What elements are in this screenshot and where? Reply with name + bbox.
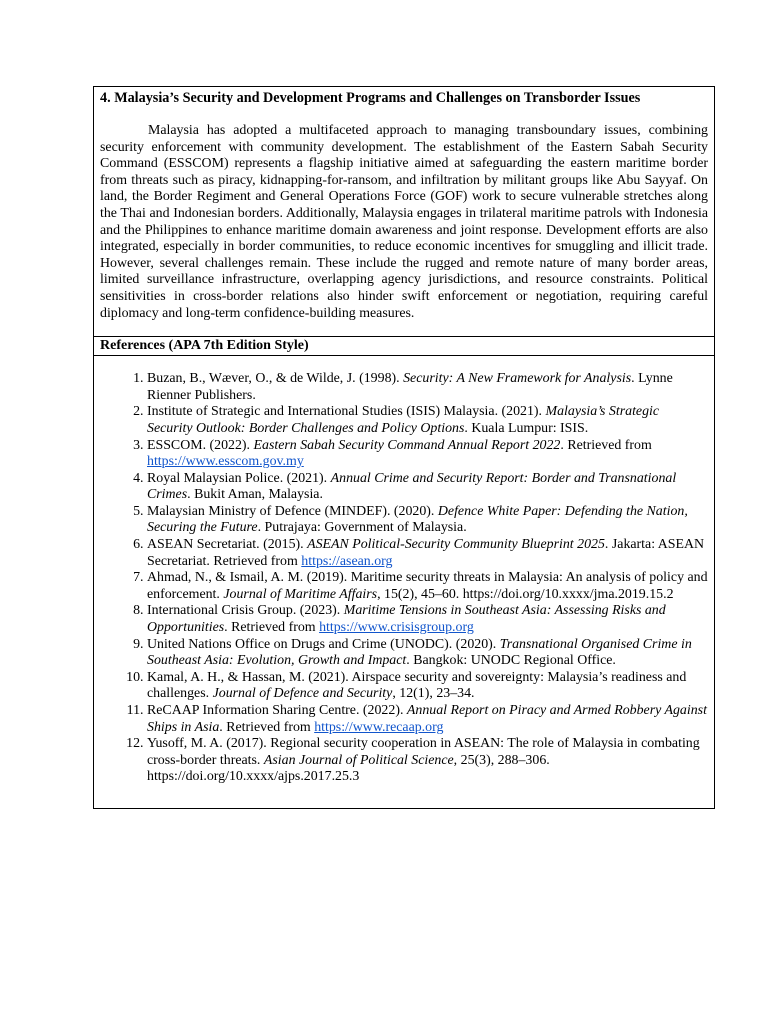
- references-section: [94, 356, 714, 808]
- reference-link[interactable]: https://www.recaap.org: [314, 719, 444, 735]
- reference-details: , 15(2), 45–60. https://doi.org/10.xxxx/jma.2019.15.2: [377, 586, 674, 602]
- reference-item: [147, 537, 708, 570]
- reference-item: [147, 637, 708, 670]
- references-header: [94, 337, 714, 356]
- reference-title: Eastern Sabah Security Command Annual Report 2022: [253, 437, 561, 453]
- references-list: [100, 371, 708, 786]
- reference-details: . Retrieved from: [219, 719, 315, 735]
- reference-text: International Crisis Group. (2023).: [147, 603, 344, 619]
- reference-title: ASEAN Political-Security Community Blueprint 2025: [307, 537, 605, 553]
- reference-text: Royal Malaysian Police. (2021).: [147, 470, 331, 486]
- reference-text: Yusoff, M. A. (2017). Regional security cooperation in ASEAN: The role of Malaysia in combating cross-border threats.: [147, 736, 700, 768]
- reference-text: Buzan, B., Wæver, O., & de Wilde, J. (1998).: [147, 371, 404, 387]
- reference-link[interactable]: https://asean.org: [301, 553, 393, 569]
- reference-link[interactable]: https://www.esscom.gov.my: [147, 454, 304, 470]
- reference-details: , 12(1), 23–34.: [392, 686, 475, 702]
- reference-link[interactable]: https://www.crisisgroup.org: [319, 620, 474, 636]
- reference-item: [147, 404, 708, 437]
- reference-title: Journal of Defence and Security: [212, 686, 393, 702]
- reference-title: Transnational Organised Crime in Southeast Asia: Evolution, Growth and Impact: [147, 636, 692, 669]
- reference-item: [147, 570, 708, 603]
- reference-title: Asian Journal of Political Science: [263, 752, 454, 768]
- reference-text: ESSCOM. (2022).: [147, 437, 254, 453]
- reference-title: Security: A New Framework for Analysis: [403, 371, 632, 387]
- reference-item: [147, 471, 708, 504]
- reference-item: [147, 736, 708, 786]
- reference-text: ReCAAP Information Sharing Centre. (2022).: [147, 703, 407, 718]
- reference-item: [147, 371, 708, 404]
- section-4: [94, 87, 714, 337]
- reference-text: United Nations Office on Drugs and Crime (UNODC). (2020).: [147, 636, 500, 652]
- reference-text: ASEAN Secretariat. (2015).: [147, 537, 308, 553]
- reference-details: . Lynne Rienner Publishers.: [147, 371, 673, 403]
- reference-item: [147, 703, 708, 736]
- reference-text: Kamal, A. H., & Hassan, M. (2021). Airspace security and sovereignty: Malaysia’s readiness and challenges.: [147, 669, 687, 702]
- reference-details: . Retrieved from: [560, 437, 652, 453]
- section-title: 4. Malaysia’s Security and Development Programs and Challenges on Transborder Issues: [100, 90, 641, 106]
- reference-title: Journal of Maritime Affairs: [223, 586, 378, 602]
- reference-text: Malaysian Ministry of Defence (MINDEF). (2020).: [147, 503, 438, 519]
- reference-details: . Putrajaya: Government of Malaysia.: [257, 520, 467, 536]
- reference-details: . Bukit Aman, Malaysia.: [187, 487, 323, 503]
- reference-item: [147, 504, 708, 537]
- reference-details: . Bangkok: UNODC Regional Office.: [406, 653, 616, 669]
- reference-title: Maritime Tensions in Southeast Asia: Assessing Risks and Opportunities: [147, 603, 666, 636]
- reference-item: [147, 670, 708, 703]
- reference-details: . Jakarta: ASEAN Secretariat. Retrieved from: [147, 537, 705, 569]
- reference-details: . Kuala Lumpur: ISIS.: [464, 420, 589, 436]
- reference-text: Ahmad, N., & Ismail, A. M. (2019). Maritime security threats in Malaysia: An analysis of policy and enforcement.: [147, 570, 708, 602]
- reference-title: Annual Report on Piracy and Armed Robbery Against Ships in Asia: [147, 703, 707, 735]
- reference-details: , 25(3), 288–306. https://doi.org/10.xxxx/ajps.2017.25.3: [147, 752, 550, 785]
- reference-item: [147, 603, 708, 636]
- reference-details: . Retrieved from: [224, 620, 320, 636]
- references-title: References (APA 7th Edition Style): [100, 338, 309, 354]
- reference-item: [147, 438, 708, 471]
- reference-title: Malaysia’s Strategic Security Outlook: Border Challenges and Policy Options: [147, 404, 660, 436]
- reference-text: Institute of Strategic and International Studies (ISIS) Malaysia. (2021).: [147, 404, 546, 420]
- document-table: [93, 86, 715, 809]
- section-body: Malaysia has adopted a multifaceted approach to managing transboundary issues, combining security enforcement with community development. The establishment of the Eastern Sabah Security Command (ESSCOM) represents a flagship initiative aimed at safeguarding the eastern maritime border from threats such as piracy, kidnapping-for-ransom, and infiltration by militant groups like Abu Sayyaf. On land, the Border Regiment and General Operations Force (GOF) work to secure vulnerable stretches along the Thai and Indonesian borders. Additionally, Malaysia engages in trilateral maritime patrols with Indonesia and the Philippines to enhance maritime domain awareness and joint response. Development efforts are also integrated, especially in border communities, to reduce economic incentives for smuggling and illicit trade. However, several challenges remain. These include the rugged and remote nature of many border areas, limited surveillance infrastructure, overlapping agency jurisdictions, and resource constraints. Political sensitivities in cross-border relations also hinder swift enforcement or negotiation, requiring careful diplomacy and long-term confidence-building measures.: [100, 123, 708, 321]
- reference-title: Annual Crime and Security Report: Border and Transnational Crimes: [147, 470, 677, 503]
- reference-title: Defence White Paper: Defending the Nation, Securing the Future: [147, 503, 688, 536]
